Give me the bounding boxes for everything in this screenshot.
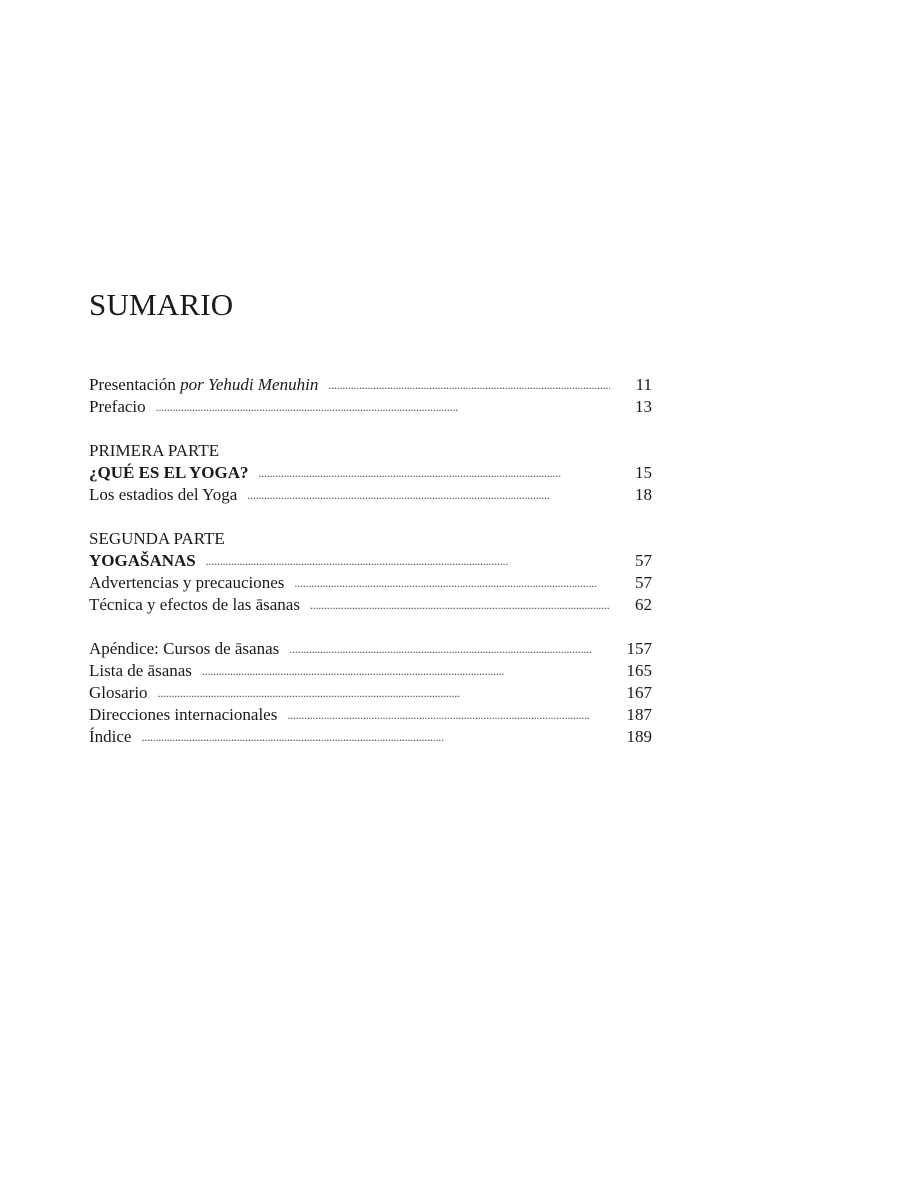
toc-entry[interactable] <box>89 550 652 572</box>
part-heading: SEGUNDA PARTE <box>89 529 225 548</box>
toc-entry[interactable] <box>89 660 652 682</box>
toc-entry-page: 167 <box>626 683 652 702</box>
toc-entry-label: Direcciones internacionales <box>89 705 278 724</box>
toc-entry[interactable] <box>89 462 652 484</box>
dot-leader <box>158 682 610 704</box>
toc-entry-page: 18 <box>635 485 652 504</box>
toc-entry[interactable] <box>89 704 652 726</box>
toc-entry-label: Glosario <box>89 683 148 702</box>
toc-entry-page: 187 <box>626 705 652 724</box>
toc-entry-label: Apéndice: Cursos de āsanas <box>89 639 280 658</box>
toc-entry-label: Advertencias y precauciones <box>89 573 285 592</box>
toc-entry[interactable] <box>89 396 652 418</box>
toc-entry-label: Prefacio <box>89 397 146 416</box>
toc-entry-page: 157 <box>626 639 652 658</box>
dot-leader <box>259 462 611 484</box>
dot-leader <box>328 374 610 396</box>
toc-entry-label: Técnica y efectos de las āsanas <box>89 595 300 614</box>
toc-entry[interactable] <box>89 572 652 594</box>
toc-entry[interactable] <box>89 638 652 660</box>
dot-leader <box>247 484 610 506</box>
dot-leader <box>206 550 610 572</box>
dot-leader <box>289 638 610 660</box>
dot-leader <box>156 396 610 418</box>
toc-entry-label: Presentación por Yehudi Menuhin <box>89 375 319 394</box>
toc-entry-page: 15 <box>635 463 652 482</box>
toc-entry[interactable] <box>89 374 652 396</box>
dot-leader <box>294 572 610 594</box>
dot-leader <box>287 704 610 726</box>
toc-entry-label: Lista de āsanas <box>89 661 192 680</box>
toc-entry-page: 11 <box>635 375 652 394</box>
dot-leader <box>141 726 610 748</box>
toc-entry[interactable] <box>89 726 652 748</box>
toc-entry-label: YOGAŠANAS <box>89 551 196 570</box>
toc-entry-page: 13 <box>635 397 652 416</box>
toc-entry-label: Índice <box>89 727 132 746</box>
dot-leader <box>202 660 610 682</box>
toc-entry[interactable] <box>89 682 652 704</box>
toc-entry-page: 62 <box>635 595 652 614</box>
toc-entry[interactable] <box>89 594 652 616</box>
toc-entry-page: 189 <box>626 727 652 746</box>
part-heading: PRIMERA PARTE <box>89 441 220 460</box>
toc-entry-author: por Yehudi Menuhin <box>180 375 319 394</box>
dot-leader <box>310 594 610 616</box>
page-title: SUMARIO <box>89 287 234 322</box>
toc-entry-page: 57 <box>635 573 652 592</box>
toc-entry-page: 57 <box>635 551 652 570</box>
toc-entry-label: ¿QUÉ ES EL YOGA? <box>89 463 249 482</box>
toc-entry-label: Los estadios del Yoga <box>89 485 238 504</box>
toc-entry[interactable] <box>89 484 652 506</box>
toc-entry-page: 165 <box>626 661 652 680</box>
table-of-contents <box>89 374 652 748</box>
